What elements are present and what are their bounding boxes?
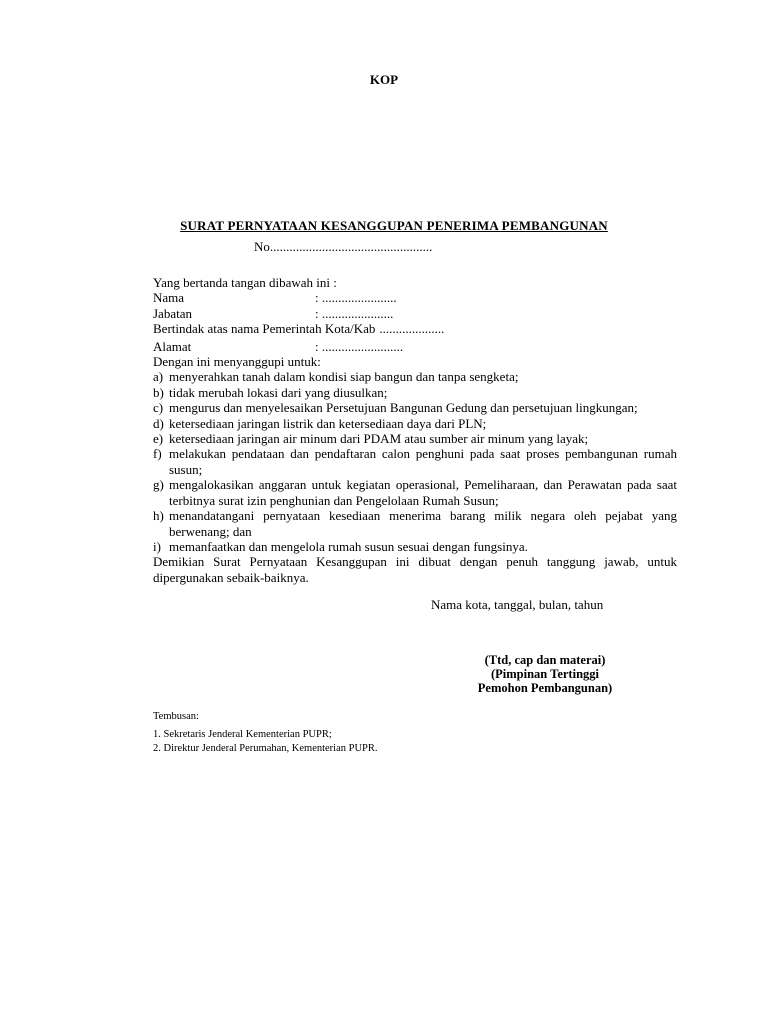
declaration-list [153, 369, 677, 554]
list-item [153, 369, 677, 384]
signature-line: Pemohon Pembangunan) [477, 681, 613, 695]
closing-text: Demikian Surat Pernyataan Kesanggupan ini dibuat dengan penuh tanggung jawab, untuk dipergunakan sebaik-baiknya. [153, 554, 677, 585]
field-value: .................... [379, 321, 445, 337]
item-letter: e) [153, 431, 164, 447]
kop-header: KOP [369, 72, 399, 87]
item-text: tidak merubah lokasi dari yang diusulkan; [169, 384, 388, 400]
list-item [153, 431, 677, 446]
field-label: Nama [153, 290, 185, 306]
list-item [153, 508, 677, 539]
document-body [153, 275, 677, 585]
field-alamat [153, 339, 677, 354]
item-text: melakukan pendataan dan pendaftaran calon penghuni pada saat proses pembangunan rumah susun; [169, 446, 677, 477]
item-text: mengurus dan menyelesaikan Persetujuan Bangunan Gedung dan persetujuan lingkungan; [169, 400, 638, 416]
field-pemerintah [153, 321, 677, 336]
item-text: mengalokasikan anggaran untuk kegiatan operasional, Pemeliharaan, dan Perawatan pada saat terbitnya surat izin penghunian dan Pengelolaan Rumah Susun; [169, 477, 677, 508]
list-item: 2. Direktur Jenderal Perumahan, Kementerian PUPR. [153, 743, 378, 754]
signature-line: (Pimpinan Tertinggi [490, 667, 599, 681]
intro-text: Yang bertanda tangan dibawah ini : [153, 275, 337, 290]
list-item [153, 416, 677, 431]
place-date: Nama kota, tanggal, bulan, tahun [431, 597, 604, 612]
list-item [153, 539, 677, 554]
list-item: 1. Sekretaris Jenderal Kementerian PUPR; [153, 729, 332, 740]
field-value: : ....................... [315, 290, 397, 306]
declaration-intro: Dengan ini menyanggupi untuk: [153, 354, 321, 370]
list-item [153, 446, 677, 477]
list-item [153, 385, 677, 400]
list-item [153, 477, 677, 508]
signature-line: (Ttd, cap dan materai) [484, 653, 606, 667]
document-title: SURAT PERNYATAAN KESANGGUPAN PENERIMA PEMBANGUNAN [180, 218, 608, 233]
document-number: No.................................................. [254, 239, 433, 254]
item-letter: h) [153, 508, 164, 524]
item-text: menandatangani pernyataan kesediaan menerima barang milik negara oleh pejabat yang berwenang; dan [169, 508, 677, 539]
item-letter: a) [153, 369, 164, 385]
item-text: menyerahkan tanah dalam kondisi siap bangun dan tanpa sengketa; [169, 369, 519, 385]
item-letter: d) [153, 415, 164, 431]
item-letter: i) [153, 538, 161, 554]
field-value: : ......................... [315, 338, 404, 354]
field-jabatan [153, 306, 677, 321]
field-value: : ...................... [315, 305, 394, 321]
list-item [153, 400, 677, 415]
field-label: Bertindak atas nama Pemerintah Kota/Kab [153, 321, 376, 337]
item-letter: f) [153, 446, 162, 462]
field-nama [153, 290, 677, 305]
field-label: Jabatan [153, 305, 192, 321]
item-text: memanfaatkan dan mengelola rumah susun sesuai dengan fungsinya. [169, 538, 528, 554]
tembusan-list [153, 728, 378, 756]
item-letter: g) [153, 477, 164, 493]
signature-block [440, 653, 650, 695]
tembusan-section [153, 710, 378, 756]
item-text: ketersediaan jaringan listrik dan ketersediaan daya dari PLN; [169, 415, 487, 431]
item-letter: c) [153, 400, 164, 416]
tembusan-heading: Tembusan: [153, 711, 199, 722]
field-label: Alamat [153, 338, 192, 354]
item-letter: b) [153, 384, 164, 400]
item-text: ketersediaan jaringan air minum dari PDAM atau sumber air minum yang layak; [169, 431, 589, 447]
